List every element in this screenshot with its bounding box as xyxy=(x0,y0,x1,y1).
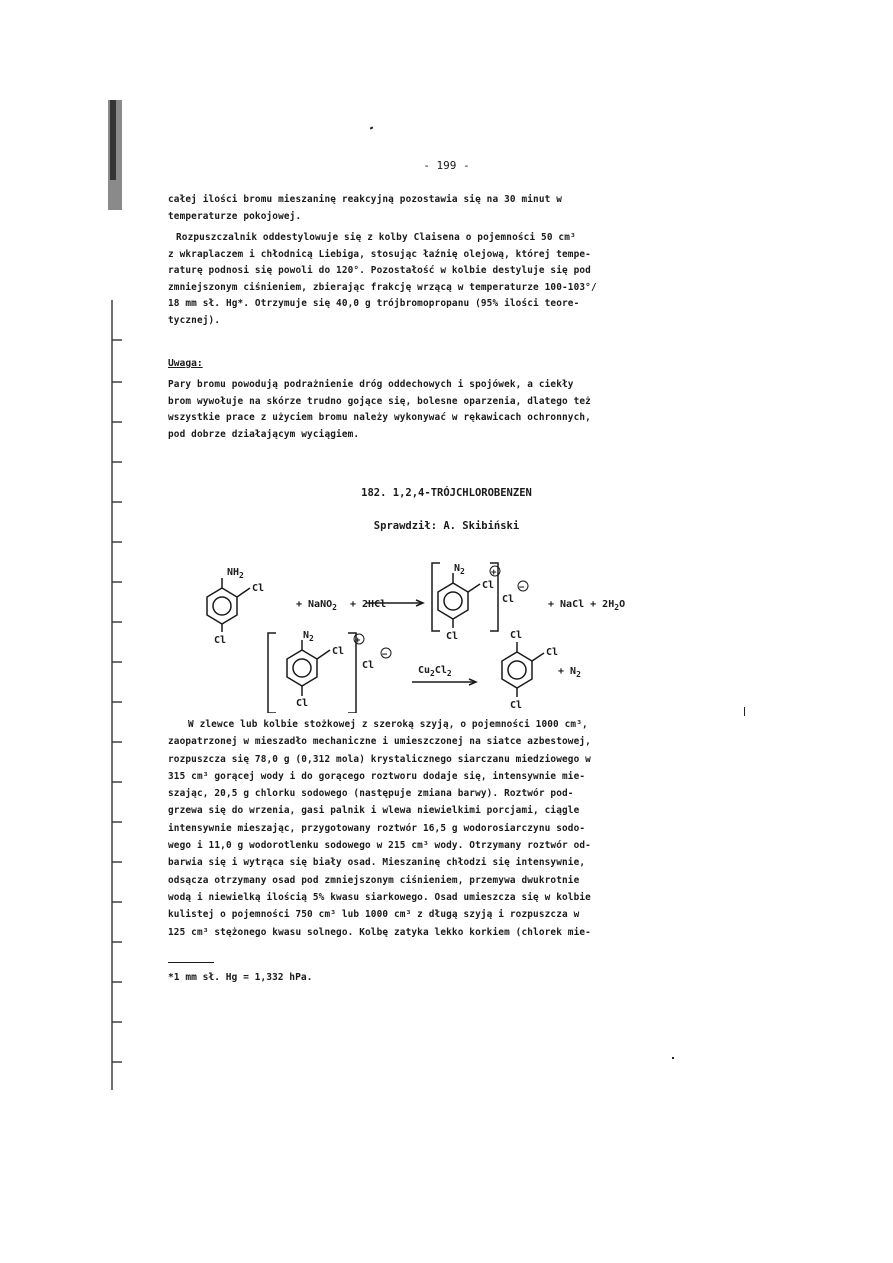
benzene-ring-product xyxy=(502,642,544,697)
scan-mark xyxy=(672,1057,674,1059)
paragraph-distillation: Rozpuszczalnik oddestylowuje się z kolby Claisena o pojemności 50 cm³ z wkraplaczem i chłodnicą Liebiga, stosując łaźnię olejową, której tempe- raturę podnosi się powoli do 120°. Pozostałość w kolbie destyluje się pod zmniejszonym ciśnieniem, zbierając frakcję wrzącą w temperaturze 100-103°/ 18 mm sł. Hg*. Otrzymuje się 40,0 g trójbromopropanu (95% ilości teore- tycznej). xyxy=(168,232,597,326)
paragraph-procedure: W zlewce lub kolbie stożkowej z szeroką szyją, o pojemności 1000 cm³, zaopatrzonej w mieszadło mechaniczne i umieszczonej na siatce azbestowej, rozpuszcza się 78,0 g (0,312 mola) krystalicznego siarczanu miedziowego w 315 cm³ gorącej wody i do gorącego roztworu dodaje się, intensywnie mie- szając, 20,5 g chlorku sodowego (następuje zmiana barwy). Roztwór pod- grzewa się do wrzenia, gasi palnik i wlewa niewielkimi porcjami, ciągle intensywnie mieszając, przygotowany roztwór 16,5 g wodorosiarczynu sodo- wego i 11,0 g wodorotlenku sodowego w 215 cm³ wody. Otrzymany roztwór od- barwia się i wytrąca się biały osad. Mieszaninę chłodzi się intensywnie, odsącza otrzymany osad pod zmniejszonym ciśnieniem, przemywa dwukrotnie wodą i niewielką ilością 5% kwasu siarkowego. Osad umieszcza się w kolbie kulistej o pojemności 750 cm³ lub 1000 cm³ z długą szyją i rozpuszcza w 125 cm³ stężonego kwasu solnego. Kolbę zatyka lekko korkiem (chlorek mie- xyxy=(168,719,591,938)
diazo-label: $N_2$ xyxy=(454,563,465,576)
chloro-label: Cl xyxy=(296,698,309,709)
benzene-ring-diazonium xyxy=(438,573,480,628)
benzene-ring-reactant xyxy=(207,578,250,632)
diazo-label: $N_2$ xyxy=(303,630,314,643)
plus-sign: + xyxy=(355,636,361,646)
nano2-label: + NaNO$_2$ xyxy=(296,599,337,612)
paragraph-bromination-end: całej ilości bromu mieszaninę reakcyjną pozostawia się na 30 minut w temperaturze pokojowej. xyxy=(168,194,563,222)
bracket-2 xyxy=(268,633,356,713)
note-heading: Uwaga: xyxy=(168,358,203,369)
footnote-rule xyxy=(168,962,214,963)
plus-sign: + xyxy=(491,568,497,578)
scan-mark xyxy=(744,707,745,716)
footnote: *1 mm sł. Hg = 1,332 hPa. xyxy=(168,972,313,983)
chloride-label: Cl xyxy=(362,660,375,671)
catalyst-label: $Cu_2Cl_2$ xyxy=(418,665,452,678)
section-title: 182. 1,2,4-TRÓJCHLOROBENZEN xyxy=(361,487,532,499)
reaction-scheme xyxy=(190,558,710,713)
checked-by: Sprawdził: A. Skibiński xyxy=(373,520,520,532)
chloro-label: Cl xyxy=(546,647,559,658)
minus-sign: − xyxy=(519,583,525,593)
chloro-label: Cl xyxy=(214,635,227,646)
chloro-label: Cl xyxy=(510,630,523,641)
chloro-label: Cl xyxy=(332,646,345,657)
chloro-label: Cl xyxy=(252,583,265,594)
minus-sign: − xyxy=(382,650,388,660)
chloro-label: Cl xyxy=(446,631,459,642)
hcl-label: + 2HCl xyxy=(350,599,387,610)
benzene-ring-diazonium-2 xyxy=(287,640,330,696)
page-number: - 199 - xyxy=(423,159,470,172)
nitrogen-label: + $N_2$ xyxy=(558,666,581,679)
paragraph-safety-note: Pary bromu powodują podrażnienie dróg oddechowych i spojówek, a ciekły brom wywołuje na skórze trudno gojące się, bolesne oparzenia, dlatego też wszystkie prace z użyciem bromu należy wykonywać w rękawicach ochronnych, pod dobrze działającym wyciągiem. xyxy=(168,379,591,440)
amino-label: $NH_2$ xyxy=(227,567,244,580)
binding-edge xyxy=(108,100,128,1100)
bracket-1 xyxy=(432,563,498,631)
scan-mark xyxy=(370,126,374,129)
nacl-water-label: + NaCl + $2H_2O$ xyxy=(548,599,626,612)
chloride-label: Cl xyxy=(502,594,515,605)
chloro-label: Cl xyxy=(482,580,495,591)
chloro-label: Cl xyxy=(510,700,523,711)
